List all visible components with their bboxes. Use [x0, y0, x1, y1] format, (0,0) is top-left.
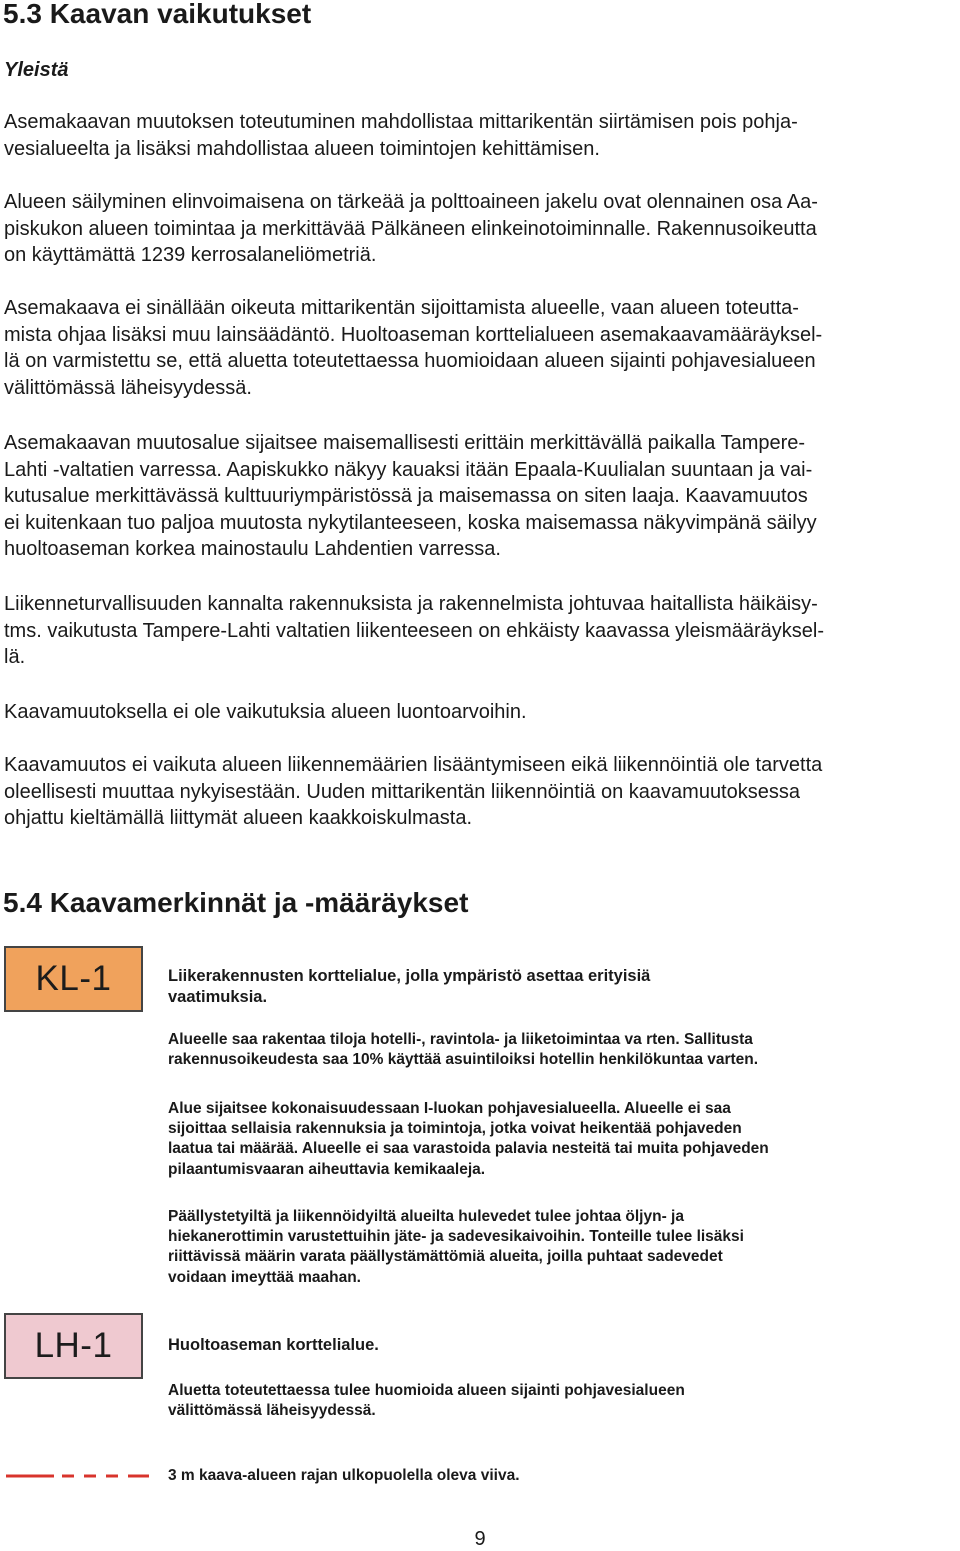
text-line: Päällystetyiltä ja liikennöidyiltä alueilta hulevedet tulee johtaa öljyn- ja [168, 1208, 684, 1225]
kl-1-title [168, 966, 948, 1008]
lh-1-description [168, 1381, 948, 1421]
paragraph-2 [4, 189, 956, 269]
lh-1-title [168, 1335, 948, 1356]
paragraph-5 [4, 591, 956, 671]
dashed-boundary-line-symbol [6, 1473, 149, 1479]
text-line: ei kuitenkaan tuo paljoa muutosta nykytilanteeseen, koska maisemassa näkyvimpänä säilyy [4, 511, 817, 534]
text-line: rakennusoikeudesta saa 10% käyttää asuintiloiksi hotellin henkilökuntaa varten. [168, 1051, 759, 1069]
paragraph-3 [4, 295, 956, 401]
kl-1-description-3 [168, 1207, 948, 1288]
text-line: mista ohjaa lisäksi muu lainsäädäntö. Huoltoaseman korttelialueen asemakaavamääräyksel- [4, 323, 823, 346]
paragraph-6 [4, 699, 956, 726]
text-line: Lahti -valtatien varressa. Aapiskukko näkyy kauaksi itään Epaala-Kuulialan suuntaan ja vai- [4, 458, 813, 481]
text-line: vesialueelta ja lisäksi mahdollistaa alueen toimintojen kehittämisen. [4, 137, 600, 160]
kl-1-symbol: KL-1 [4, 946, 143, 1012]
text-line: vaatimuksia. [168, 988, 268, 1006]
text-line: Alueen säilyminen elinvoimaisena on tärkeää ja polttoaineen jakelu ovat olennainen osa Aa- [4, 191, 818, 213]
text-line: on käyttämättä 1239 kerrosalaneliömetriä. [4, 244, 377, 266]
kl-1-description-1 [168, 1030, 948, 1070]
kl-1-description-2 [168, 1099, 948, 1180]
paragraph-4 [4, 430, 956, 563]
text-line: Liikerakennusten korttelialue, jolla ympäristö asettaa erityisiä [168, 967, 651, 985]
boundary-line-description: 3 m kaava-alueen rajan ulkopuolella oleva viiva. [168, 1467, 520, 1484]
text-line: pilaantumisvaaran aiheuttavia kemikaaleja. [168, 1160, 486, 1178]
text-line: voidaan imeyttää maahan. [168, 1268, 361, 1286]
section-heading-5-4: 5.4 Kaavamerkinnät ja -määräykset [3, 887, 469, 918]
lh-1-symbol: LH-1 [4, 1313, 143, 1379]
text-line: lä on varmistettu se, että aluetta toteutettaessa huomioidaan alueen sijainti pohjavesialueen [4, 350, 816, 372]
text-line: huoltoaseman korkea mainostaulu Lahdentien varressa. [4, 538, 501, 560]
text-line: riittävissä määrin varata päällystämättömiä alueita, joilla puhtaat sadevedet [168, 1248, 723, 1266]
text-line: lä. [4, 646, 26, 668]
text-line: Asemakaavan muutosalue sijaitsee maisemallisesti erittäin merkittävällä paikalla Tampere- [4, 432, 806, 454]
text-line: Kaavamuutos ei vaikuta alueen liikennemäärien lisääntymiseen eikä liikennöintiä ole tarvetta [4, 754, 823, 776]
text-line: ohjattu kieltämällä liittymät alueen kaakkoiskulmasta. [4, 807, 472, 829]
text-line: välittömässä läheisyydessä. [4, 376, 252, 399]
text-line: oleellisesti muuttaa nykyisestään. Uuden mittarikentän liikennöintiä on kaavamuutoksessa [4, 780, 800, 803]
text-line: Alue sijaitsee kokonaisuudessaan I-luokan pohjavesialueella. Alueelle ei saa [168, 1100, 731, 1117]
text-line: Huoltoaseman korttelialue. [168, 1336, 379, 1354]
text-line: Alueelle saa rakentaa tiloja hotelli-, ravintola- ja liiketoimintaa va rten. Sallitusta [168, 1031, 753, 1048]
text-line: laatua tai määrää. Alueelle ei saa varastoida palavia nesteitä tai muita pohjaveden [168, 1140, 769, 1158]
text-line: hiekanerottimin varustettuihin jäte- ja sadevesikaivoihin. Tonteille tulee lisäksi [168, 1228, 744, 1246]
text-line: piskukon alueen toimintaa ja merkittävää Pälkäneen elinkeinotoiminnalle. Rakennusoikeutta [4, 217, 817, 240]
text-line: Aluetta toteutettaessa tulee huomioida alueen sijainti pohjavesialueen [168, 1382, 685, 1399]
text-line: Asemakaavan muutoksen toteutuminen mahdollistaa mittarikentän siirtämisen pois pohja- [4, 111, 798, 133]
text-line: kutusalue merkittävässä kulttuuriympäristössä ja maisemassa on siten laaja. Kaavamuutos [4, 485, 808, 507]
subheading-yleista: Yleistä [4, 59, 69, 81]
text-line: sijoittaa sellaisia rakennuksia ja toimintoja, jotka voivat heikentää pohjaveden [168, 1120, 742, 1138]
text-line: Kaavamuutoksella ei ole vaikutuksia alueen luontoarvoihin. [4, 701, 527, 723]
text-line: välittömässä läheisyydessä. [168, 1402, 376, 1420]
text-line: tms. vaikutusta Tampere-Lahti valtatien liikenteeseen on ehkäisty kaavassa yleismääräyksel- [4, 619, 825, 642]
paragraph-7 [4, 752, 956, 832]
text-line: Liikenneturvallisuuden kannalta rakennuksista ja rakennelmista johtuvaa haitallista häikäisy- [4, 593, 818, 615]
text-line: Asemakaava ei sinällään oikeuta mittarikentän sijoittamista alueelle, vaan alueen toteutta- [4, 297, 799, 319]
section-heading-5-3: 5.3 Kaavan vaikutukset [3, 0, 312, 29]
paragraph-1 [4, 109, 956, 162]
page-number: 9 [474, 1528, 486, 1550]
